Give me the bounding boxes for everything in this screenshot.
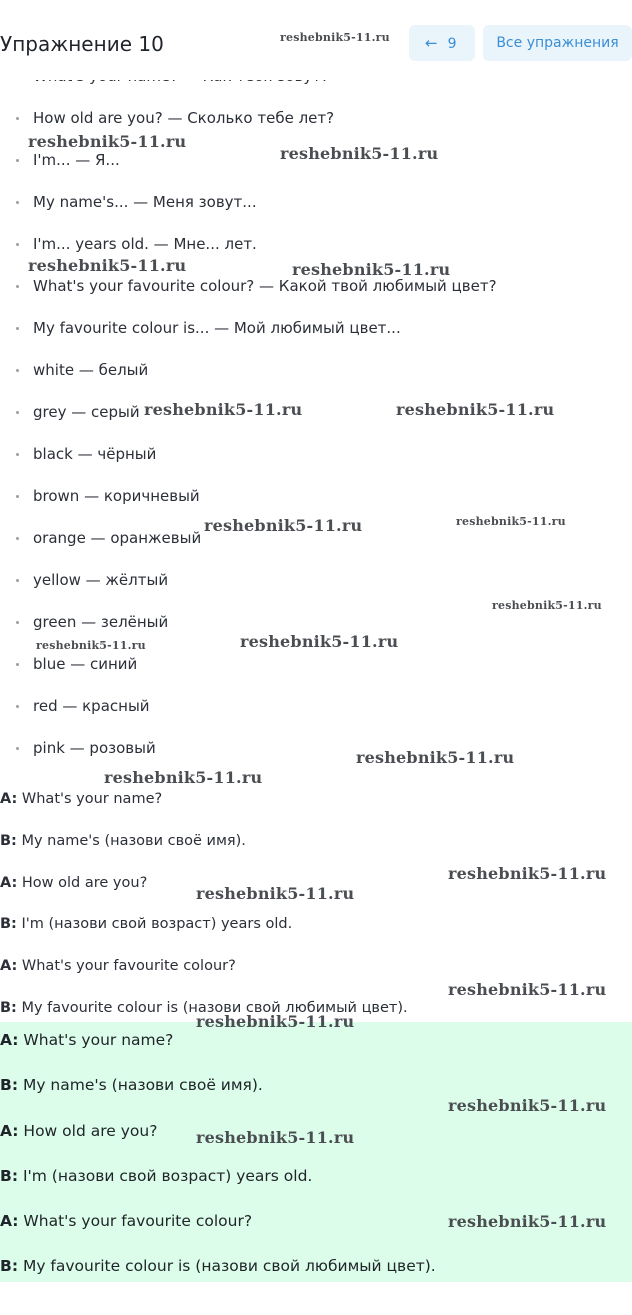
watermark: reshebnik5-11.ru <box>448 864 607 883</box>
answer-text: How old are you? <box>23 1122 158 1140</box>
watermark: reshebnik5-11.ru <box>492 599 602 612</box>
bullet-icon <box>16 159 19 162</box>
dialogue-line <box>0 956 236 976</box>
bullet-icon <box>16 747 19 750</box>
speaker-label: B: <box>0 916 17 932</box>
answer-text: My favourite colour is (назови свой любимый цвет). <box>22 1257 436 1275</box>
bullet-icon <box>16 453 19 456</box>
answer-line <box>0 1210 252 1232</box>
answer-text: I'm (назови свой возраст) years old. <box>22 1167 313 1185</box>
speaker-label: B: <box>0 1167 19 1185</box>
watermark: reshebnik5-11.ru <box>396 400 555 419</box>
page-title: Упражнение 10 <box>0 32 164 56</box>
dialogue-line <box>0 873 147 893</box>
watermark: reshebnik5-11.ru <box>448 1212 607 1231</box>
arrow-left-icon: ← <box>425 34 438 52</box>
watermark: reshebnik5-11.ru <box>196 884 355 903</box>
answer-line <box>0 1120 157 1142</box>
speaker-label: A: <box>0 1031 19 1049</box>
watermark: reshebnik5-11.ru <box>28 132 187 151</box>
watermark: reshebnik5-11.ru <box>196 1012 355 1031</box>
speaker-label: B: <box>0 1257 19 1275</box>
dialogue-line <box>0 914 292 934</box>
watermark: reshebnik5-11.ru <box>456 515 566 528</box>
watermark: reshebnik5-11.ru <box>292 260 451 279</box>
bullet-icon <box>16 243 19 246</box>
bullet-icon <box>16 411 19 414</box>
answer-text: My name's (назови своё имя). <box>22 1076 263 1094</box>
bullet-icon <box>16 117 19 120</box>
bullet-icon <box>16 201 19 204</box>
speaker-label: A: <box>0 1122 19 1140</box>
answer-text: What's your favourite colour? <box>23 1212 253 1230</box>
speaker-label: B: <box>0 1000 17 1016</box>
bullet-icon <box>16 285 19 288</box>
bullet-icon <box>16 621 19 624</box>
bullet-icon <box>16 705 19 708</box>
dialogue-text: My favourite colour is (назови свой любимый цвет). <box>21 1000 408 1016</box>
watermark: reshebnik5-11.ru <box>204 516 363 535</box>
watermark: reshebnik5-11.ru <box>356 748 515 767</box>
previous-exercise-number: 9 <box>447 36 457 52</box>
dialogue-line <box>0 831 246 851</box>
dialogue-text: I'm (назови свой возраст) years old. <box>21 916 293 932</box>
speaker-label: A: <box>0 958 18 974</box>
watermark: reshebnik5-11.ru <box>448 980 607 999</box>
speaker-label: A: <box>0 875 18 891</box>
bullet-icon <box>16 495 19 498</box>
watermark: reshebnik5-11.ru <box>196 1128 355 1147</box>
bullet-icon <box>16 327 19 330</box>
bullet-icon <box>16 663 19 666</box>
speaker-label: A: <box>0 791 18 807</box>
watermark: reshebnik5-11.ru <box>448 1096 607 1115</box>
bullet-icon <box>16 537 19 540</box>
watermark: reshebnik5-11.ru <box>104 768 263 787</box>
watermark: reshebnik5-11.ru <box>280 144 439 163</box>
watermark: reshebnik5-11.ru <box>28 256 187 275</box>
previous-exercise-button[interactable] <box>409 25 475 61</box>
speaker-label: B: <box>0 1076 19 1094</box>
speaker-label: A: <box>0 1212 19 1230</box>
bullet-icon <box>16 369 19 372</box>
bullet-icon <box>16 579 19 582</box>
answer-line <box>0 1165 312 1187</box>
watermark: reshebnik5-11.ru <box>240 632 399 651</box>
speaker-label: B: <box>0 833 17 849</box>
dialogue-text: What's your favourite colour? <box>21 958 236 974</box>
dialogue-line <box>0 789 162 809</box>
answer-line <box>0 1255 436 1277</box>
all-exercises-button[interactable]: Все упражнения <box>483 25 632 61</box>
answer-box <box>0 1022 632 1282</box>
dialogue-text: How old are you? <box>21 875 148 891</box>
watermark: reshebnik5-11.ru <box>36 639 146 652</box>
watermark: reshebnik5-11.ru <box>280 31 390 44</box>
watermark: reshebnik5-11.ru <box>144 400 303 419</box>
dialogue-text: My name's (назови своё имя). <box>21 833 246 849</box>
answer-line <box>0 1029 173 1051</box>
answer-text: What's your name? <box>23 1031 174 1049</box>
answer-line <box>0 1074 263 1096</box>
dialogue-text: What's your name? <box>21 791 163 807</box>
